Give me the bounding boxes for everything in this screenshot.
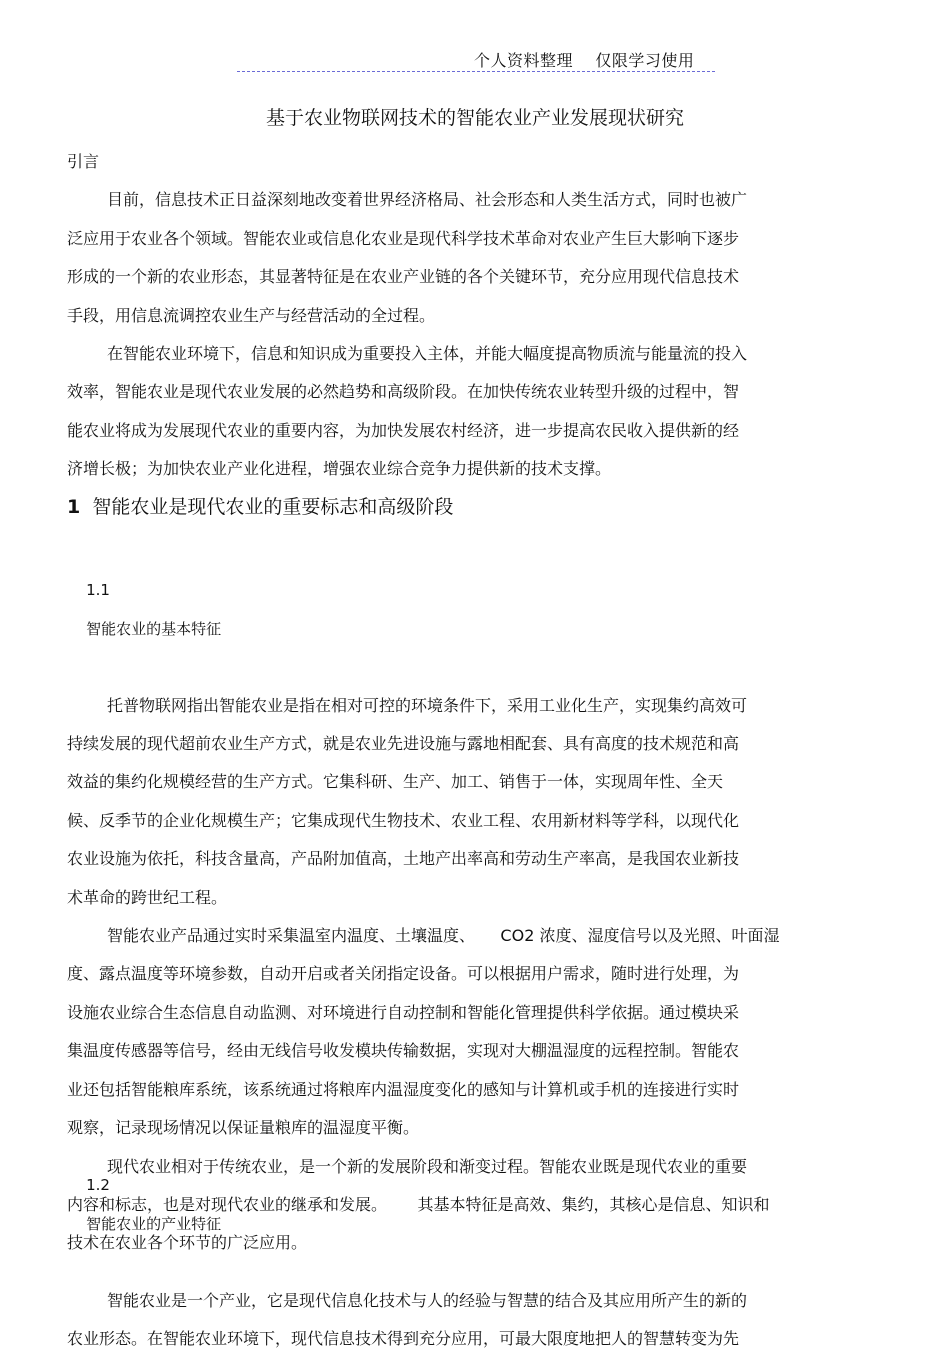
paragraph-line: 农业形态。在智能农业环境下，现代信息技术得到充分应用，可最大限度地把人的智慧转变为先 xyxy=(67,1329,740,1349)
subsection-heading xyxy=(67,1128,867,1282)
subsection-1-2 xyxy=(67,1128,867,1358)
header-text: 个人资料整理 仅限学习使用 xyxy=(474,51,695,70)
subsection-number: 1.1 xyxy=(86,581,110,600)
paragraph-line: 智能农业是一个产业，它是现代信息化技术与人的经验与智慧的结合及其应用所产生的新的 xyxy=(107,1290,748,1310)
paragraph-line: 目前，信息技术正日益深刻地改变着世界经济格局、社会形态和人类生活方式，同时也被广 xyxy=(107,190,748,210)
paragraph-line: 智能农业产品通过实时采集温室内温度、土壤温度、 CO2 浓度、湿度信号以及光照、叶面湿 xyxy=(107,926,780,946)
paragraph-line: 泛应用于农业各个领域。智能农业或信息化农业是现代科学技术革命对农业产生巨大影响下逐步 xyxy=(67,228,740,248)
paragraph-line: 设施农业综合生态信息自动监测、对环境进行自动控制和智能化管理提供科学依据。通过模块采 xyxy=(67,1002,740,1022)
paragraph-1-1-a xyxy=(67,687,867,917)
paragraph-line: 在智能农业环境下，信息和知识成为重要投入主体，并能大幅度提高物质流与能量流的投入 xyxy=(107,344,748,364)
subsection-heading xyxy=(67,533,867,687)
paragraph-line: 现代农业相对于传统农业，是一个新的发展阶段和渐变过程。智能农业既是现代农业的重要 xyxy=(107,1156,748,1176)
paragraph-line: 术革命的跨世纪工程。 xyxy=(67,887,228,907)
paragraph-line: 持续发展的现代超前农业生产方式，就是农业先进设施与露地相配套、具有高度的技术规范和高 xyxy=(67,734,740,754)
paragraph-line: 能农业将成为发展现代农业的重要内容，为加快发展农村经济，进一步提高农民收入提供新的经 xyxy=(67,420,740,440)
paragraph-line: 农业设施为依托，科技含量高，产品附加值高，土地产出率高和劳动生产率高，是我国农业新技 xyxy=(67,849,740,869)
section-1-heading xyxy=(67,492,867,519)
paragraph-line: 效率，智能农业是现代农业发展的必然趋势和高级阶段。在加快传统农业转型升级的过程中，智 xyxy=(67,382,740,402)
paragraph-line: 技术在农业各个环节的广泛应用。 xyxy=(67,1233,308,1253)
subsection-number: 1.2 xyxy=(86,1176,110,1195)
paragraph-1-2-a xyxy=(67,1282,867,1358)
paragraph-line: 形成的一个新的农业形态，其显著特征是在农业产业链的各个关键环节，充分应用现代信息技术 xyxy=(67,267,740,287)
subsection-title: 智能农业的产业特征 xyxy=(86,1214,222,1233)
paragraph-line: 候、反季节的企业化规模生产；它集成现代生物技术、农业工程、农用新材料等学科，以现代化 xyxy=(67,810,740,830)
intro-section xyxy=(67,143,867,489)
intro-heading: 引言 xyxy=(67,152,100,171)
header-dashed-rule xyxy=(237,71,715,72)
document-title: 基于农业物联网技术的智能农业产业发展现状研究 xyxy=(265,107,684,129)
paragraph-line: 观察，记录现场情况以保证量粮库的温湿度平衡。 xyxy=(67,1118,420,1138)
paragraph-line: 度、露点温度等环境参数，自动开启或者关闭指定设备。可以根据用户需求，随时进行处理，为 xyxy=(67,964,740,984)
paragraph-line: 内容和标志，也是对现代农业的继承和发展。 其基本特征是高效、集约，其核心是信息、知识和 xyxy=(67,1194,770,1214)
paragraph-line: 济增长极；为加快农业产业化进程，增强农业综合竞争力提供新的技术支撑。 xyxy=(67,459,612,479)
section-number: 1 xyxy=(67,496,81,518)
paragraph-line: 手段，用信息流调控农业生产与经营活动的全过程。 xyxy=(67,305,436,325)
paragraph-line: 集温度传感器等信号，经由无线信号收发模块传输数据，实现对大棚温湿度的远程控制。智能农 xyxy=(67,1041,740,1061)
paragraph-line: 效益的集约化规模经营的生产方式。它集科研、生产、加工、销售于一体，实现周年性、全天 xyxy=(67,772,724,792)
intro-paragraph-2 xyxy=(67,335,867,489)
paragraph-line: 托普物联网指出智能农业是指在相对可控的环境条件下，采用工业化生产，实现集约高效可 xyxy=(107,695,748,715)
intro-paragraph-1 xyxy=(67,181,867,335)
subsection-title: 智能农业的基本特征 xyxy=(86,619,222,638)
paragraph-1-1-b xyxy=(67,917,867,1147)
section-title: 智能农业是现代农业的重要标志和高级阶段 xyxy=(92,496,454,518)
paragraph-line: 业还包括智能粮库系统，该系统通过将粮库内温湿度变化的感知与计算机或手机的连接进行实时 xyxy=(67,1079,740,1099)
